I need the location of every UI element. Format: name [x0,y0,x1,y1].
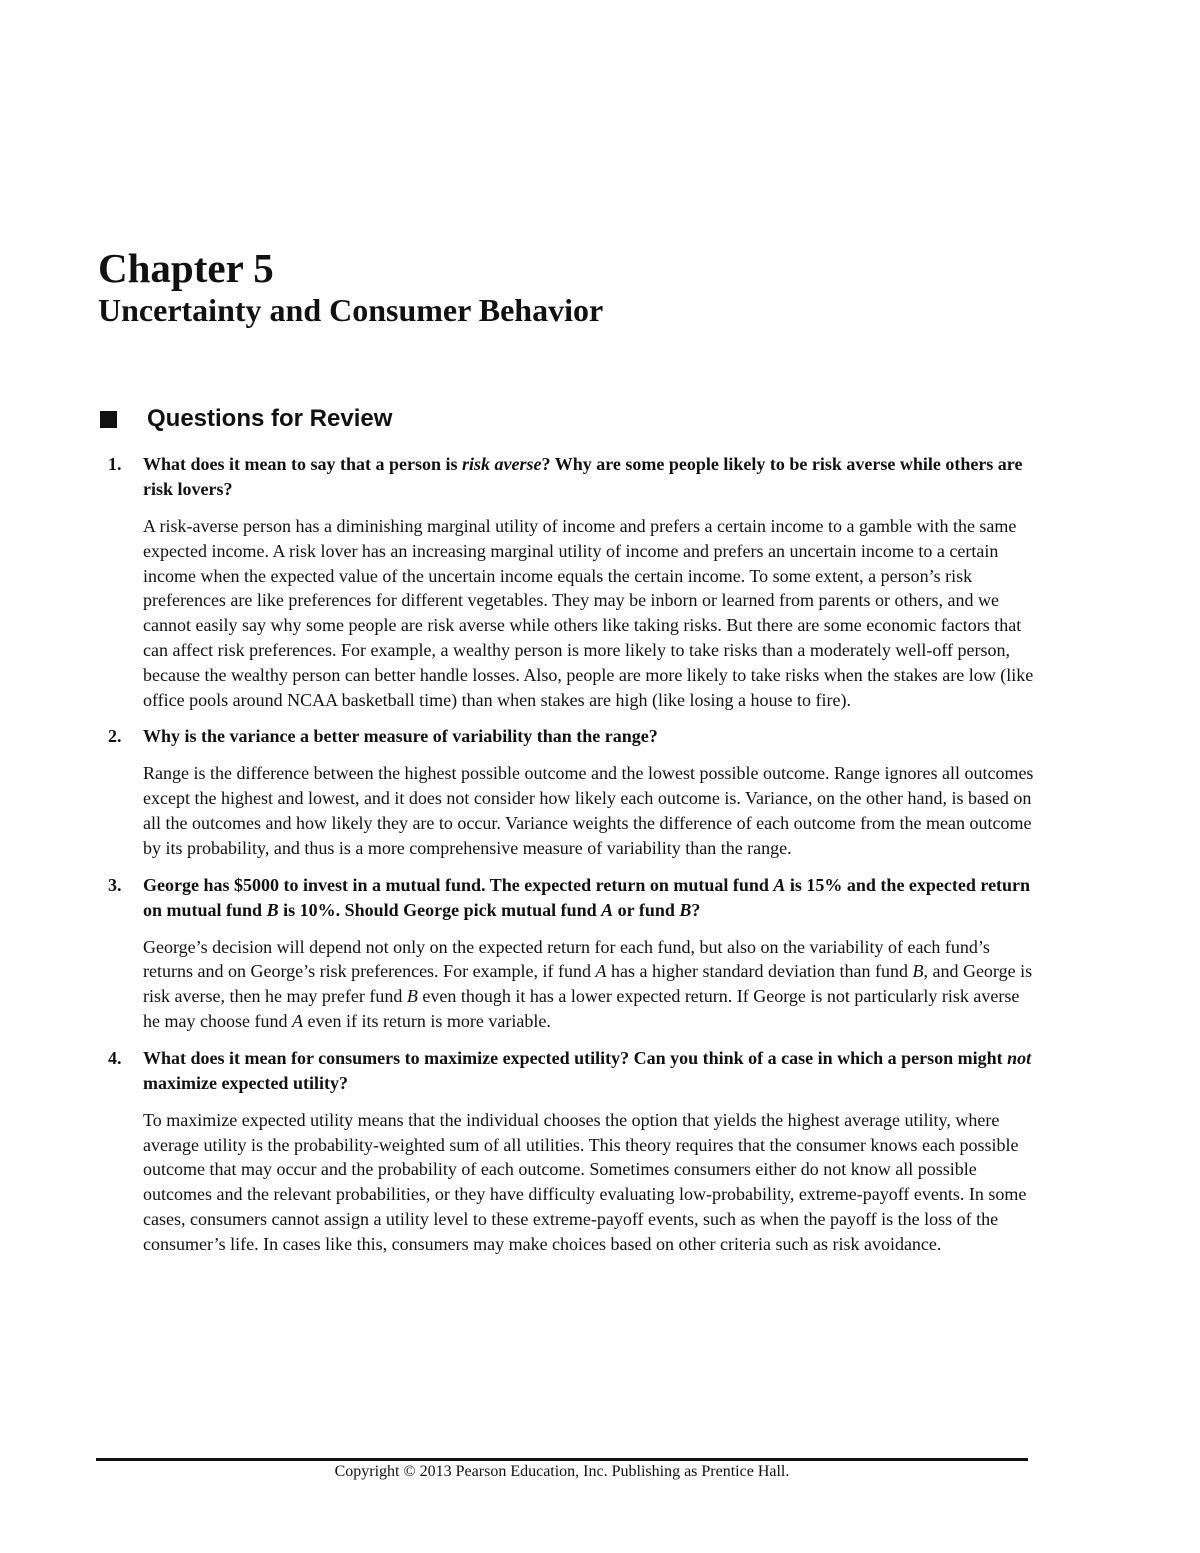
answer-text-part: , and George is risk averse, then he may prefer fund [143,961,1033,1007]
answer-text-part: even if its return is more variable. [302,1010,551,1031]
question-text-part: maximize expected utility? [143,1072,348,1093]
fund-label: B [912,961,924,982]
answer-text: A risk-averse person has a diminishing marginal utility of income and prefers a certain income to a gamble with the same expected income. A risk lover has an increasing marginal utility of income and prefers an uncertain income to a certain income when the expected value of the uncertain income equals the certain income. To some extent, a person’s risk preferences are like preferences for different vegetables. They may be inborn or learned from parents or others, and we cannot easily say why some people are risk averse while others like taking risks. But there are some economic factors that can affect risk preferences. For example, a wealthy person is more likely to take risks than a moderately well-off person, because the wealthy person can better handle losses. Also, people are more likely to take risks when the stakes are low (like office pools around NCAA basketball time) than when stakes are high (like losing a house to fire). [143,516,1034,710]
answer-text-part: has a higher standard deviation than fund [606,961,913,982]
question-item-3 [100,873,1040,1034]
question-text-part: is 15% and the expected return on mutual fund [143,874,1031,920]
question-text [143,452,1040,502]
answer-text: Range is the difference between the highest possible outcome and the lowest possible outcome. Range ignores all outcomes except the highest and lowest, and it does not consider how likely each outcome is. Variance, on the other hand, is based on all the outcomes and how likely they are to occur. Variance weights the difference of each outcome from the mean outcome by its probability, and thus is a more comprehensive measure of variability than the range. [143,763,1034,858]
section-title: Questions for Review [147,405,393,432]
fund-label: B [679,899,692,920]
answer-text-part: even though it has a lower expected return. If George is not particularly risk averse he may choose fund [143,986,1020,1031]
review-questions-list [100,452,1040,1269]
question-text-part: What does it mean for consumers to maximize expected utility? Can you think of a case in which a person might [143,1047,1008,1068]
fund-label: A [773,874,786,895]
fund-label: A [601,899,614,920]
chapter-title: Chapter 5 [98,245,274,291]
question-text: Why is the variance a better measure of variability than the range? [143,726,658,747]
answer-text [143,935,1040,1034]
question-text-part: ? Why are some people likely to be risk averse while others are risk lovers? [143,454,1023,499]
question-text-part: is 10%. Should George pick mutual fund [278,899,602,920]
fund-label: A [595,961,607,982]
copyright-footer: Copyright © 2013 Pearson Education, Inc. Publishing as Prentice Hall. [334,1463,790,1480]
answer-text-part: George’s decision will depend not only on the expected return for each fund, but also on the variability of each fund’s returns and on George’s risk preferences. For example, if fund [143,936,990,982]
section-header [100,402,392,436]
question-number: 4. [108,1047,122,1068]
question-text [143,1046,1040,1096]
question-text-part: George has $5000 to invest in a mutual fund. The expected return on mutual fund [143,874,774,895]
question-item-1 [100,452,1040,712]
question-emphasis: not [1007,1047,1032,1068]
question-emphasis: risk averse [462,454,542,474]
question-number: 1. [108,454,122,474]
question-text-part: or fund [613,899,680,920]
question-text-part: What does it mean to say that a person is [143,454,463,474]
question-item-4 [100,1046,1040,1257]
fund-label: A [291,1010,303,1031]
question-text-part: ? [691,899,701,920]
question-text [143,873,1040,923]
question-number: 3. [108,874,122,895]
square-bullet-icon [100,411,117,428]
fund-label: B [266,899,279,920]
question-number: 2. [108,726,122,747]
question-item-2 [100,724,1040,860]
answer-text: To maximize expected utility means that the individual chooses the option that yields the highest average utility, where average utility is the probability-weighted sum of all utilities. This theory requires that the consumer knows each possible outcome that may occur and the probability of each outcome. Sometimes consumers either do not know all possible outcomes and the relevant probabilities, or they have difficulty evaluating low-probability, extreme-payoff events. In some cases, consumers cannot assign a utility level to these extreme-payoff events, such as when the payoff is the loss of the consumer’s life. In cases like this, consumers may make choices based on other criteria such as risk avoidance. [143,1109,1027,1254]
fund-label: B [406,986,418,1007]
chapter-subtitle: Uncertainty and Consumer Behavior [98,292,604,328]
